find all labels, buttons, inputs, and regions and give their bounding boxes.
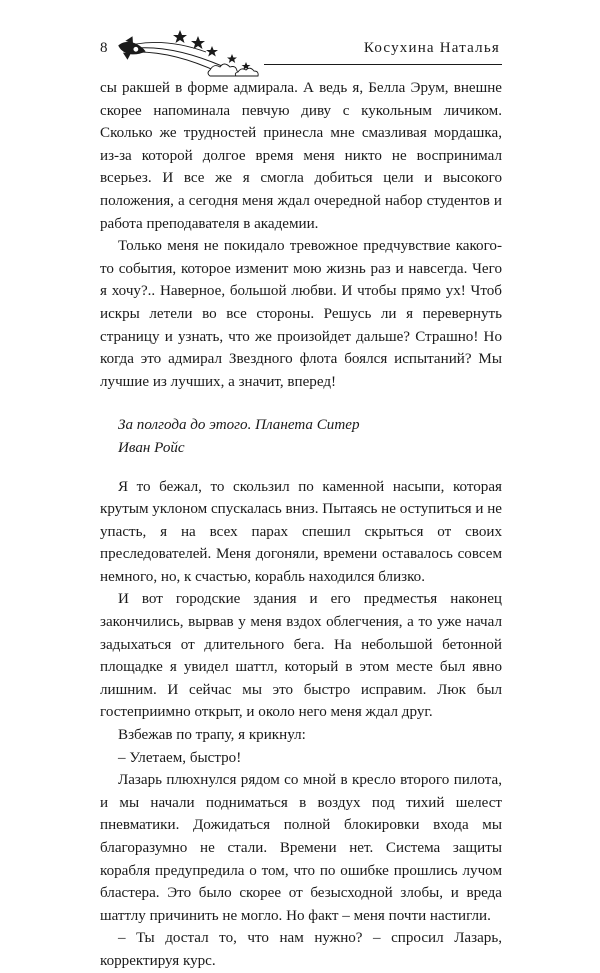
scene-character: Иван Ройс — [118, 439, 185, 456]
paragraph: Только меня не покидало тревожное предчувствие какого-то события, которое изменит мою жизнь раз и навсегда. Чего я хочу?.. Наверное, большой любви. И чтобы прямо ух! Чтоб искры летели во все стороны. Решусь ли я перевернуть страницу и узнать, что же произойдет дальше? Страшно! Но когда это адмирал Звездного флота боялся испытаний? Мы лучшие из лучших, а значит, вперед! — [100, 238, 502, 390]
star-icon — [227, 54, 237, 63]
header-rule — [264, 64, 502, 65]
paragraph: Взбежав по трапу, я крикнул: — [118, 727, 306, 744]
running-header — [0, 0, 600, 78]
paragraph: И вот городские здания и его предместья наконец закончились, вырвав у меня вздох облегчения, а то уже начал задыхаться от длительного бега. На небольшой бетонной площадке я увидел шаттл, который в этом месте был явно лишним. И сейчас мы это быстро исправим. Люк был гостеприимно открыт, и около него меня ждал друг. — [100, 591, 502, 721]
star-icon — [206, 46, 218, 57]
dialogue-line: – Улетаем, быстро! — [118, 749, 242, 766]
author-name: Косухина Наталья — [363, 40, 500, 56]
paragraph: сы ракшей в форме адмирала. А ведь я, Белла Эрум, внешне скорее напоминала певчую диву с кукольным личиком. Сколько же трудностей принесла мне смазливая мордашка, из-за которой долгое время меня никто не воспринимал всерьез. И все же я смогла добиться цели и высокого положения, а сегодня меня ждал очередной набор студентов и работа преподавателя в академии. — [100, 80, 502, 232]
scene-heading — [100, 414, 502, 459]
paragraph: Я то бежал, то скользил по каменной насыпи, которая крутым уклоном спускалась вниз. Пытаясь не оступиться и не упасть, я на всех парах спешил скрыться от своих преследователей. Меня догоняли, времени оставалось совсем немного, но, к счастью, корабль находился близко. — [100, 478, 502, 585]
page-body — [100, 77, 502, 973]
paragraph: Лазарь плюхнулся рядом со мной в кресло второго пилота, и мы начали подниматься в воздух под тихий шелест пневматики. Дожидаться полной блокировки входа мы благоразумно не стали. Времени нет. Система защиты корабля предупредила о том, что по ошибке прошлись лучом бластера. Это было скорее от безысходной злобы, и вреда шаттлу причинить не могло. Но факт – меня почти настигли. — [100, 772, 502, 924]
rocket-stars-ornament-icon — [114, 20, 274, 82]
scene-time-place: За полгода до этого. Планета Ситер — [118, 417, 360, 434]
page-number: 8 — [100, 40, 108, 56]
star-icon — [173, 30, 187, 43]
star-icon — [191, 36, 205, 49]
dialogue-line: – Ты достал то, что нам нужно? – спросил Лазарь, корректируя курс. — [100, 930, 502, 969]
